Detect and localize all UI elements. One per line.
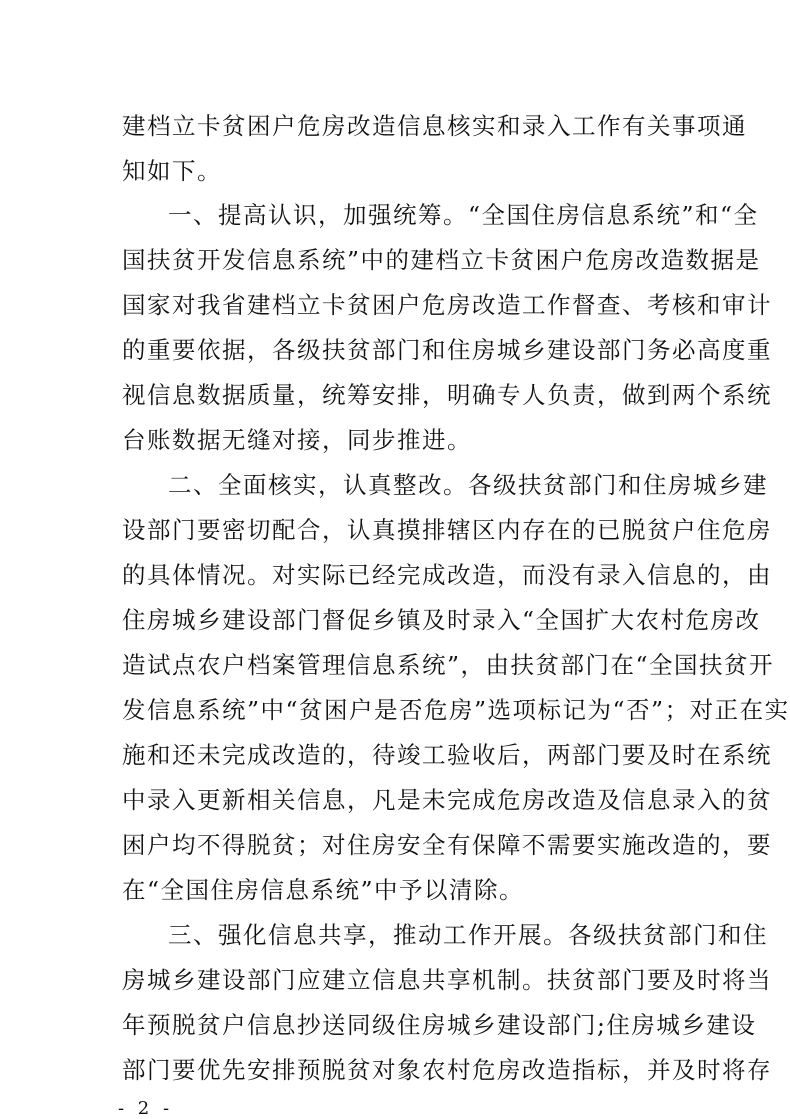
page-number: - 2 -	[118, 1098, 174, 1119]
paragraph-heading-line: 二、全面核实，认真整改。各级扶贫部门和住房城乡建	[168, 471, 768, 499]
text-line: 困户均不得脱贫；对住房安全有保障不需要实施改造的，要	[122, 831, 772, 859]
paragraph-heading-line: 三、强化信息共享，推动工作开展。各级扶贫部门和住	[168, 921, 768, 949]
text-line: 在“全国住房信息系统”中予以清除。	[122, 876, 525, 904]
text-line: 台账数据无缝对接，同步推进。	[122, 426, 472, 454]
text-line: 视信息数据质量，统筹安排，明确专人负责，做到两个系统	[122, 381, 772, 409]
text-line: 的具体情况。对实际已经完成改造，而没有录入信息的，由	[122, 561, 772, 589]
text-line: 设部门要密切配合，认真摸排辖区内存在的已脱贫户住危房	[122, 516, 772, 544]
text-line: 发信息系统”中“贫困户是否危房”选项标记为“否”；对正在实	[122, 696, 790, 724]
text-line: 知如下。	[122, 157, 222, 185]
paragraph-heading-line: 一、提高认识，加强统筹。“全国住房信息系统”和“全	[168, 201, 759, 229]
text-line: 造试点农户档案管理信息系统”，由扶贫部门在“全国扶贫开	[122, 651, 775, 679]
text-line: 房城乡建设部门应建立信息共享机制。扶贫部门要及时将当	[122, 966, 772, 994]
text-line: 部门要优先安排预脱贫对象农村危房改造指标，并及时将存	[122, 1056, 772, 1084]
text-line: 住房城乡建设部门督促乡镇及时录入“全国扩大农村危房改	[122, 606, 761, 634]
text-line: 建档立卡贫困户危房改造信息核实和录入工作有关事项通	[122, 112, 747, 140]
text-line: 施和还未完成改造的，待竣工验收后，两部门要及时在系统	[122, 741, 772, 769]
text-line: 国家对我省建档立卡贫困户危房改造工作督查、考核和审计	[122, 291, 772, 319]
text-line: 的重要依据，各级扶贫部门和住房城乡建设部门务必高度重	[122, 336, 772, 364]
text-line: 年预脱贫户信息抄送同级住房城乡建设部门;住房城乡建设	[122, 1011, 757, 1039]
text-line: 国扶贫开发信息系统”中的建档立卡贫困户危房改造数据是	[122, 246, 761, 274]
text-line: 中录入更新相关信息，凡是未完成危房改造及信息录入的贫	[122, 786, 772, 814]
